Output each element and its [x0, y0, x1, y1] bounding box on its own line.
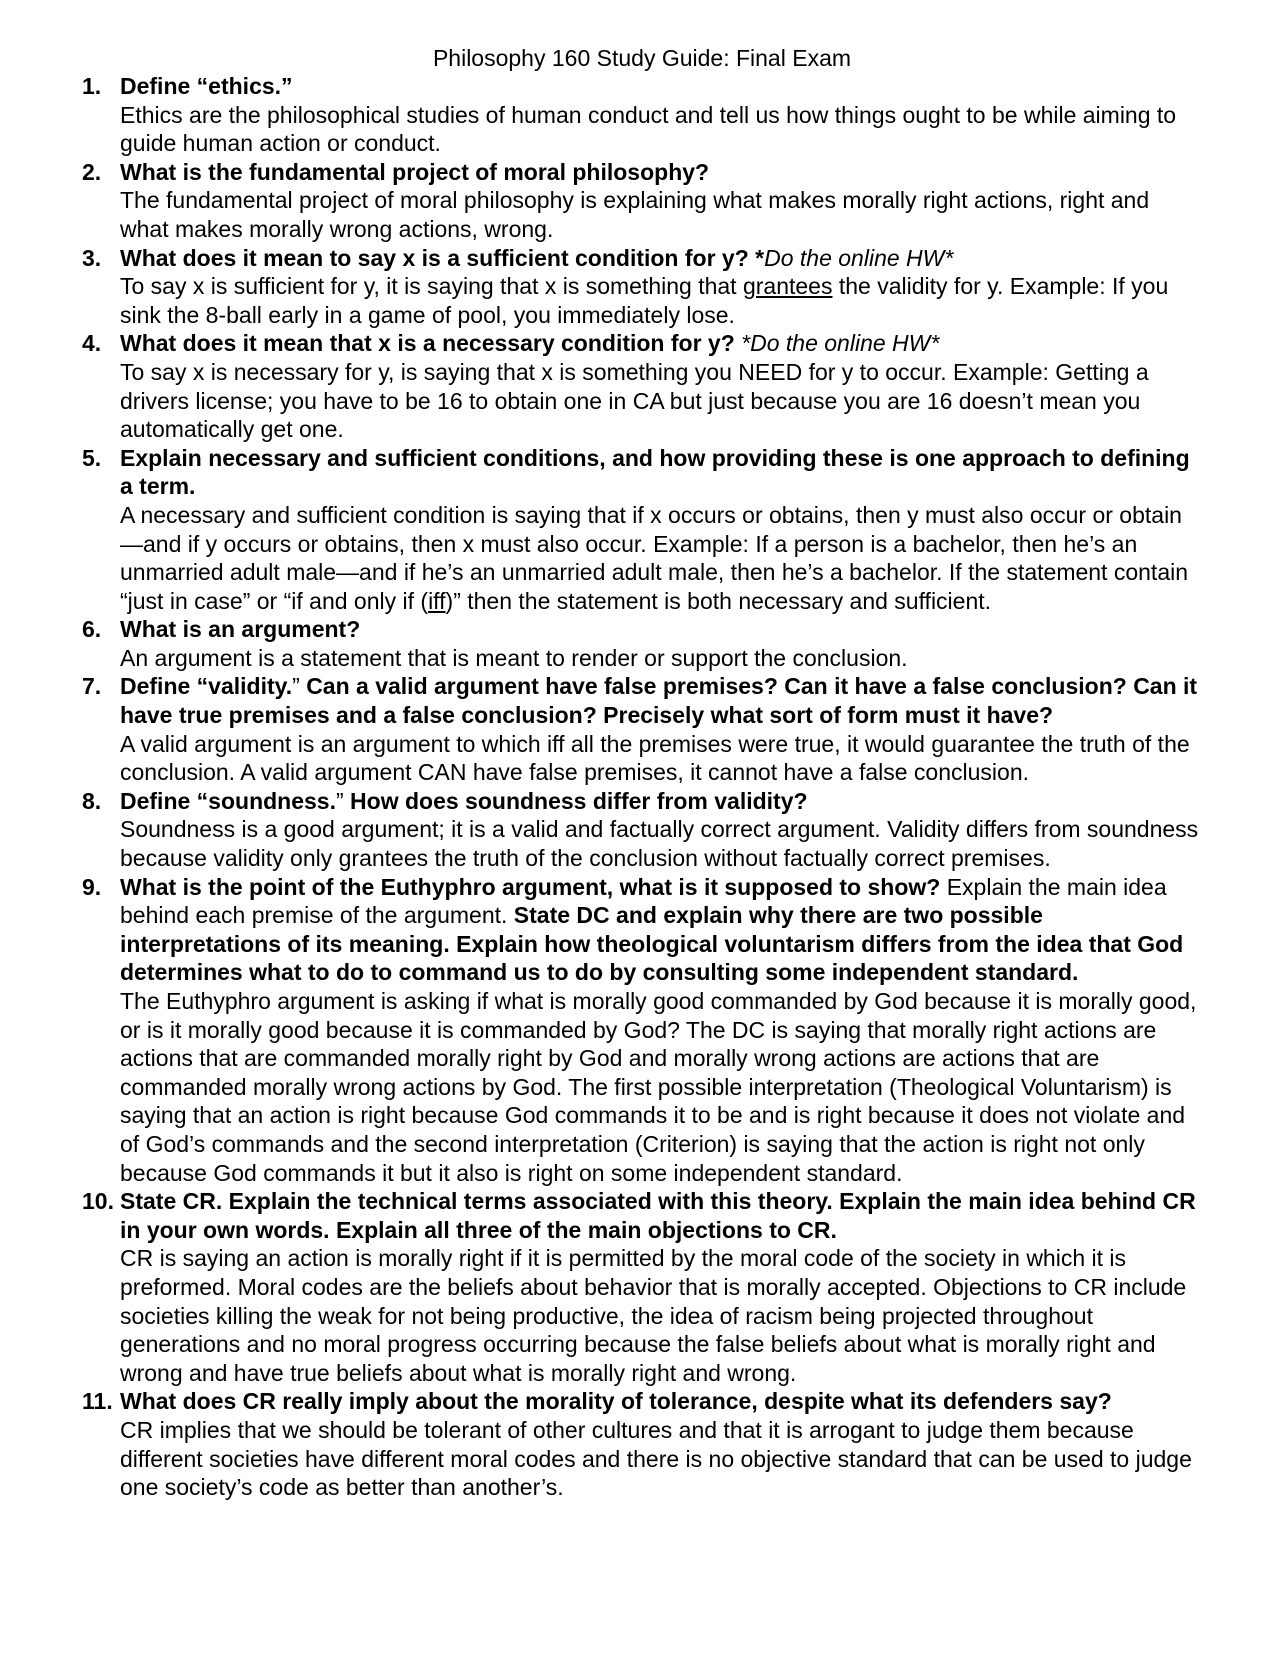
page-title: Philosophy 160 Study Guide: Final Exam: [432, 45, 852, 71]
list-item: [82, 1387, 1202, 1501]
question-line: [120, 244, 1202, 273]
question-text-continued: State DC and explain why there are two possible interpretations of its meaning. Explain how theological voluntarism differs from the idea that God determines what to do to command us to do by consulting some independent standard.: [120, 902, 1184, 986]
item-number: 9.: [82, 873, 102, 900]
answer-text: The Euthyphro argument is asking if what is morally good commanded by God because it is morally good, or is it morally good because it is commanded by God? The DC is saying that morally right actions are actions that are commanded morally right by God and morally wrong actions are actions that are commanded morally wrong actions by God. The first possible interpretation (Theological Voluntarism) is saying that an action is right because God commands it to be and is right because it does not violate and of God’s commands and the second interpretation (Criterion) is saying that the action is right not only because God commands it but it also is right on some independent standard.: [120, 988, 1197, 1186]
item-number: 1.: [82, 73, 102, 99]
question-text: What is the point of the Euthyphro argument, what is it supposed to show?: [120, 873, 941, 900]
list-item: [82, 329, 1202, 443]
question-line: [120, 873, 1202, 987]
question-note: Do the online HW*: [764, 244, 954, 271]
list-item: [82, 158, 1202, 244]
answer-text: CR implies that we should be tolerant of other cultures and that it is arrogant to judge them because different societies have different moral codes and there is no objective standard that can be used to judge one society’s code as better than another’s.: [120, 1416, 1192, 1501]
answer-text: To say x is necessary for y, is saying that x is something you NEED for y to occur. Example: Getting a drivers license; you have to be 16 to obtain one in CA but just because you are 16 doesn’t mean you automatically get one.: [120, 358, 1149, 443]
list-item: [82, 672, 1202, 786]
answer-text-continued: the validity for y. Example: If you sink the 8-ball early in a game of pool, you immediately lose.: [120, 273, 1169, 328]
list-item: [82, 244, 1202, 330]
question-text: Define “ethics.”: [120, 73, 293, 99]
question-line: [120, 329, 1202, 358]
closing-quote: ”: [335, 787, 351, 814]
item-number: 5.: [82, 444, 102, 471]
answer-text: CR is saying an action is morally right if it is permitted by the moral code of the society in which it is preformed. Moral codes are the beliefs about behavior that is morally accepted. Objections to CR include societies killing the weak for not being productive, the idea of racism being projected throughout generations and no moral progress occurring because the false beliefs about what is morally right and wrong and have true beliefs about what is morally right and wrong.: [120, 1245, 1187, 1386]
item-number: 4.: [82, 330, 102, 357]
list-item: [82, 615, 1202, 672]
question-plain-text: Explain the main idea behind each premise of the argument.: [120, 873, 1167, 929]
question-text: What does it mean to say x is a sufficient condition for y?: [120, 244, 749, 271]
question-list: [82, 72, 1202, 1502]
answer-text-continued: )” then the statement is both necessary and sufficient.: [445, 587, 992, 614]
item-number: 8.: [82, 787, 102, 814]
question-text: What is an argument?: [120, 616, 361, 643]
answer-line: [120, 501, 1202, 615]
list-item: [82, 72, 1202, 158]
question-text: What does CR really imply about the morality of tolerance, despite what its defenders say?: [120, 1388, 1112, 1415]
answer-text: Soundness is a good argument; it is a valid and factually correct argument. Validity differs from soundness because validity only grantees the truth of the conclusion without factually correct premises.: [120, 816, 1199, 872]
closing-quote: ”: [292, 673, 307, 700]
answer-text: To say x is sufficient for y, it is saying that x is something that: [120, 273, 743, 300]
question-text: What does it mean that x is a necessary condition for y?: [120, 330, 735, 357]
question-line: [120, 672, 1202, 729]
list-item: [82, 873, 1202, 1188]
underlined-word: iff: [428, 587, 446, 614]
item-number: 11.: [82, 1388, 113, 1415]
item-number: 2.: [82, 158, 102, 185]
item-number: 10.: [82, 1188, 114, 1215]
question-star: *: [748, 244, 765, 271]
question-line: [120, 787, 1202, 816]
item-number: 3.: [82, 244, 102, 271]
list-item: [82, 787, 1202, 873]
question-text-continued: How does soundness differ from validity?: [350, 787, 808, 814]
question-text: Define “validity.: [120, 673, 293, 700]
item-number: 6.: [82, 616, 102, 643]
list-item: [82, 444, 1202, 616]
answer-text: An argument is a statement that is meant to render or support the conclusion.: [120, 644, 908, 671]
item-number: 7.: [82, 673, 102, 700]
answer-text: A valid argument is an argument to which iff all the premises were true, it would guarantee the truth of the conclusion. A valid argument CAN have false premises, it cannot have a false conclusion.: [120, 730, 1190, 786]
question-text: Define “soundness.: [120, 787, 336, 814]
answer-line: [120, 272, 1202, 329]
list-item: [82, 1187, 1202, 1387]
answer-text: A necessary and sufficient condition is saying that if x occurs or obtains, then y must also occur or obtain—and if y occurs or obtains, then x must also occur. Example: If a person is a bachelor, then he’s an unmarried adult male—and if he’s an unmarried adult male, then he’s a bachelor. If the statement contain “just in case” or “if and only if (: [120, 501, 1189, 614]
question-note: *Do the online HW*: [734, 330, 940, 357]
question-text-continued: Can a valid argument have false premises? Can it have a false conclusion? Can it have true premises and a false conclusion? Precisely what sort of form must it have?: [120, 673, 1198, 729]
answer-text: The fundamental project of moral philosophy is explaining what makes morally right actions, right and what makes morally wrong actions, wrong.: [120, 187, 1150, 242]
underlined-word: grantees: [742, 273, 833, 300]
question-text: What is the fundamental project of moral philosophy?: [120, 158, 710, 185]
answer-text: Ethics are the philosophical studies of human conduct and tell us how things ought to be while aiming to guide human action or conduct.: [120, 101, 1177, 157]
question-text: State CR. Explain the technical terms associated with this theory. Explain the main idea behind CR in your own words. Explain all three of the main objections to CR.: [120, 1188, 1196, 1243]
question-text: Explain necessary and sufficient conditions, and how providing these is one approach to defining a term.: [120, 444, 1190, 500]
